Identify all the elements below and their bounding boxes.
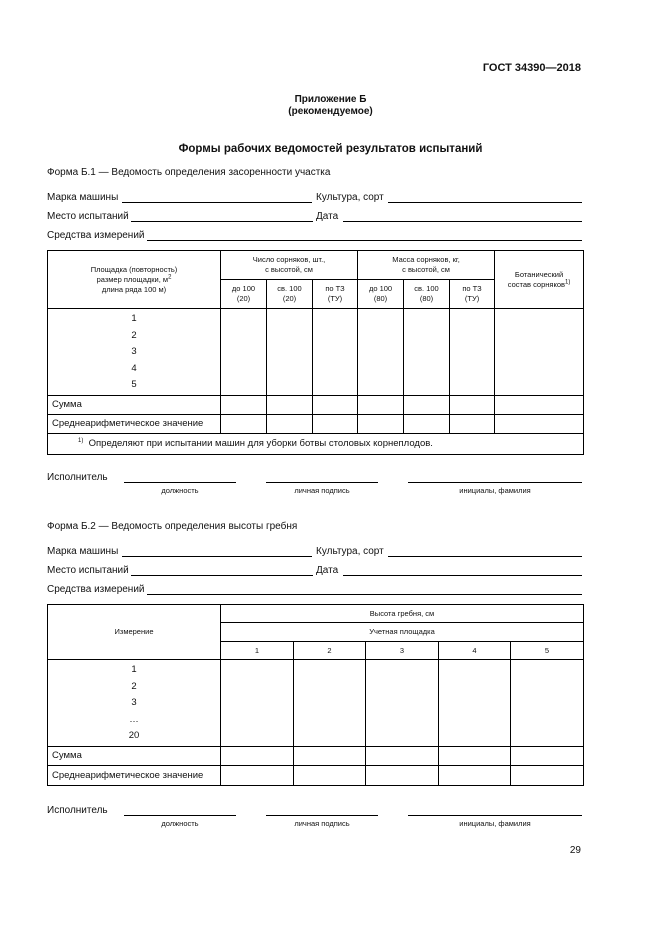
form1-table xyxy=(47,250,584,455)
form1-instruments-label: Средства измерений xyxy=(47,230,145,241)
data-cell[interactable] xyxy=(495,309,584,396)
plot-col-header: 5 xyxy=(511,642,584,660)
plot-col-header: 3 xyxy=(366,642,439,660)
sum-row-label: Сумма xyxy=(48,747,221,766)
data-cell[interactable] xyxy=(221,660,294,747)
form1-executor-label: Исполнитель xyxy=(47,472,108,483)
plot-header: Учетная площадка xyxy=(221,623,584,642)
measure-header: Измерение xyxy=(48,605,221,660)
annex-heading xyxy=(0,94,661,118)
plot-col-header: 4 xyxy=(439,642,511,660)
form2-sign-caption: личная подпись xyxy=(294,819,350,828)
form1-name-line[interactable] xyxy=(408,482,582,483)
form2-name-line[interactable] xyxy=(408,815,582,816)
form2-executor-label: Исполнитель xyxy=(47,805,108,816)
form1-date-line[interactable] xyxy=(343,221,582,222)
data-cell[interactable] xyxy=(450,309,495,396)
weed-count-header: Число сорняков, шт., с высотой, см xyxy=(221,251,358,280)
form2-place-line[interactable] xyxy=(131,575,313,576)
mean-row-label: Среднеарифметическое значение xyxy=(48,415,221,434)
page-number: 29 xyxy=(569,845,581,856)
sub-header: св. 100 (80) xyxy=(404,280,450,309)
form1-name-caption: инициалы, фамилия xyxy=(459,486,531,495)
data-cell[interactable] xyxy=(313,309,358,396)
sub-header: по ТЗ (ТУ) xyxy=(450,280,495,309)
sub-header: до 100 (80) xyxy=(358,280,404,309)
sub-header: до 100 (20) xyxy=(221,280,267,309)
footnote-text: Определяют при испытании машин для уборки ботвы столовых корнеплодов. xyxy=(88,438,433,449)
form1-machine-line[interactable] xyxy=(122,202,312,203)
sub-header: по ТЗ (ТУ) xyxy=(313,280,358,309)
weed-mass-header: Масса сорняков, кг, с высотой, см xyxy=(358,251,495,280)
data-cell[interactable] xyxy=(267,309,313,396)
form1-date-label: Дата xyxy=(316,211,339,222)
form1-position-line[interactable] xyxy=(124,482,236,483)
form1-position-caption: должность xyxy=(161,486,199,495)
form2-position-line[interactable] xyxy=(124,815,236,816)
form1-place-line[interactable] xyxy=(131,221,313,222)
mean-row-label: Среднеарифметическое значение xyxy=(48,766,221,786)
form2-name-caption: инициалы, фамилия xyxy=(459,819,531,828)
form1-culture-label: Культура, сорт xyxy=(316,192,384,203)
form2-position-caption: должность xyxy=(161,819,199,828)
form2-machine-label: Марка машины xyxy=(47,546,119,557)
sum-row-label: Сумма xyxy=(48,396,221,415)
annex-status: (рекомендуемое) xyxy=(288,106,373,117)
form2-date-line[interactable] xyxy=(343,575,582,576)
standard-number: ГОСТ 34390—2018 xyxy=(482,62,581,74)
form1-culture-line[interactable] xyxy=(388,202,582,203)
form1-title: Форма Б.1 — Ведомость определения засоренности участка xyxy=(47,167,331,178)
form2-machine-line[interactable] xyxy=(122,556,312,557)
sub-header: св. 100 (20) xyxy=(267,280,313,309)
form2-instruments-label: Средства измерений xyxy=(47,584,145,595)
annex-title: Приложение Б xyxy=(294,94,367,105)
form2-date-label: Дата xyxy=(316,565,339,576)
plot-header-size: размер площадки, $м^2$ xyxy=(96,274,172,284)
form1-place-label: Место испытаний xyxy=(47,211,129,222)
form1-machine-label: Марка машины xyxy=(47,192,119,203)
data-cell[interactable] xyxy=(221,309,267,396)
document-title: Формы рабочих ведомостей результатов испытаний xyxy=(178,143,483,155)
form2-place-label: Место испытаний xyxy=(47,565,129,576)
botanic-header: Ботанический состав сорняков$^{1)}$ xyxy=(495,251,584,309)
data-cell[interactable] xyxy=(358,309,404,396)
form2-instruments-line[interactable] xyxy=(147,594,582,595)
data-cell[interactable] xyxy=(366,660,439,747)
form2-sign-line[interactable] xyxy=(266,815,378,816)
measure-numbers: 1 2 3 … 20 xyxy=(48,660,221,747)
plot-col-header: 1 xyxy=(221,642,294,660)
plot-numbers: 1 2 3 4 5 xyxy=(48,309,221,396)
form2-culture-line[interactable] xyxy=(388,556,582,557)
data-cell[interactable] xyxy=(439,660,511,747)
plot-header: Площадка (повторность) размер площадки, $м^2$ длина ряда 100 м) xyxy=(48,251,221,309)
form1-instruments-line[interactable] xyxy=(147,240,582,241)
plot-col-header: 2 xyxy=(294,642,366,660)
data-cell[interactable] xyxy=(294,660,366,747)
form2-title: Форма Б.2 — Ведомость определения высоты гребня xyxy=(47,521,298,532)
data-cell[interactable] xyxy=(404,309,450,396)
height-header: Высота гребня, см xyxy=(221,605,584,623)
form1-sign-caption: личная подпись xyxy=(294,486,350,495)
data-cell[interactable] xyxy=(511,660,584,747)
footnote-mark: 1) xyxy=(78,437,84,444)
form1-sign-line[interactable] xyxy=(266,482,378,483)
form2-culture-label: Культура, сорт xyxy=(316,546,384,557)
form2-table xyxy=(47,604,584,786)
footnote xyxy=(48,434,584,455)
